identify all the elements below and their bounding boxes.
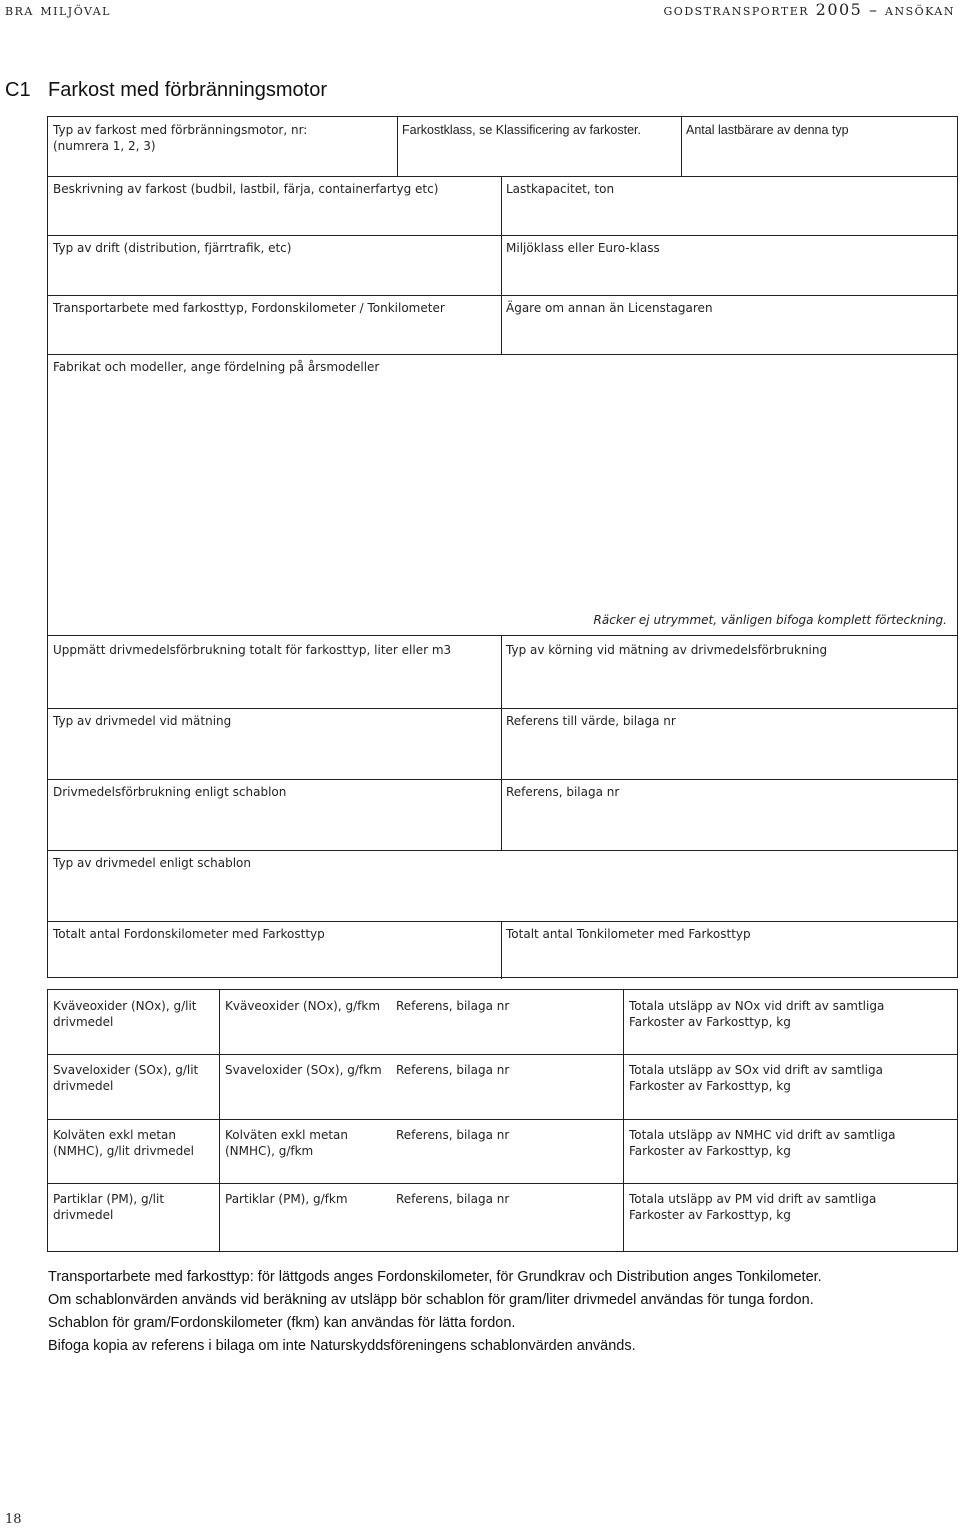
label-line: drivmedel — [53, 1208, 114, 1222]
col-divider — [501, 176, 502, 354]
sox-per-km-label: Svaveloxider (SOx), g/fkm — [225, 1063, 382, 1077]
pm-per-litre-label — [53, 1191, 164, 1223]
label-line: Farkoster av Farkosttyp, kg — [629, 1144, 791, 1158]
label-line: drivmedel — [53, 1015, 114, 1029]
row-divider — [48, 1183, 957, 1184]
sox-reference-label: Referens, bilaga nr — [396, 1063, 510, 1077]
label-line: Farkoster av Farkosttyp, kg — [629, 1079, 791, 1093]
load-capacity-label: Lastkapacitet, ton — [506, 182, 615, 196]
col-divider — [501, 921, 502, 979]
fuel-type-measure-label: Typ av drivmedel vid mätning — [53, 714, 232, 728]
sox-total-label — [629, 1062, 883, 1094]
label-line: Kolväten exkl metan — [53, 1128, 177, 1142]
nox-total-label — [629, 998, 884, 1030]
nmhc-per-litre-label — [53, 1127, 194, 1159]
makes-models-label: Fabrikat och modeller, ange fördelning på årsmodeller — [53, 360, 380, 374]
emissions-table — [47, 989, 958, 1252]
label-line: drivmedel — [53, 1079, 114, 1093]
label-line: (NMHC), g/fkm — [225, 1144, 314, 1158]
label-line: Totala utsläpp av PM vid drift av samtliga — [629, 1192, 877, 1206]
nox-per-litre-label — [53, 998, 197, 1030]
reference-value-label: Referens till värde, bilaga nr — [506, 714, 676, 728]
col-divider — [219, 990, 220, 1251]
footnote-template-heavy: Om schablonvärden används vid beräkning av utsläpp bör schablon för gram/liter drivmedel användas för tunga fordon. — [48, 1292, 814, 1308]
section-code: C1 — [5, 79, 31, 101]
pm-reference-label: Referens, bilaga nr — [396, 1192, 510, 1206]
label-line: (numrera 1, 2, 3) — [53, 139, 156, 153]
label-line: Kväveoxider (NOx), g/lit — [53, 999, 197, 1013]
row-divider — [48, 779, 957, 780]
vehicle-form — [47, 116, 958, 978]
load-carriers-label: Antal lastbärare av denna typ — [686, 123, 849, 137]
label-line: (NMHC), g/lit drivmedel — [53, 1144, 194, 1158]
footnote-transport-work: Transportarbete med farkosttyp: för lättgods anges Fordonskilometer, för Grundkrav och Distribution anges Tonkilometer. — [48, 1269, 822, 1285]
col-divider — [397, 117, 398, 176]
label-line: Kolväten exkl metan — [225, 1128, 349, 1142]
nmhc-reference-label: Referens, bilaga nr — [396, 1128, 510, 1142]
transport-work-label: Transportarbete med farkosttyp, Fordonskilometer / Tonkilometer — [53, 301, 445, 315]
label-line: Typ av farkost med förbränningsmotor, nr: — [53, 123, 308, 137]
label-line: Totala utsläpp av NOx vid drift av samtliga — [629, 999, 885, 1013]
row-divider — [48, 354, 957, 355]
col-divider — [681, 117, 682, 176]
row-divider — [48, 850, 957, 851]
row-divider — [48, 921, 957, 922]
pm-per-km-label: Partiklar (PM), g/fkm — [225, 1192, 348, 1206]
label-line: Totala utsläpp av SOx vid drift av samtliga — [629, 1063, 883, 1077]
measured-fuel-label: Uppmätt drivmedelsförbrukning totalt för farkosttyp, liter eller m3 — [53, 643, 452, 657]
fuel-type-template-label: Typ av drivmedel enligt schablon — [53, 856, 251, 870]
row-divider — [48, 235, 957, 236]
vehicle-type-number-label — [53, 122, 307, 154]
row-divider — [48, 1119, 957, 1120]
footnote-attach-reference: Bifoga kopia av referens i bilaga om inte Naturskyddsföreningens schablonvärden används. — [48, 1338, 636, 1354]
running-header-right: godstransporter 2005 – ansökan — [663, 0, 955, 19]
label-line: Farkoster av Farkosttyp, kg — [629, 1208, 791, 1222]
sox-per-litre-label — [53, 1062, 198, 1094]
running-header-left: bra miljöval — [5, 0, 111, 19]
total-vehicle-km-label: Totalt antal Fordonskilometer med Farkosttyp — [53, 927, 325, 941]
owner-label: Ägare om annan än Licenstagaren — [506, 301, 713, 315]
nox-reference-label: Referens, bilaga nr — [396, 999, 510, 1013]
nmhc-per-km-label — [225, 1127, 348, 1159]
label-line: Farkoster av Farkosttyp, kg — [629, 1015, 791, 1029]
operation-type-label: Typ av drift (distribution, fjärrtrafik, etc) — [53, 241, 292, 255]
vehicle-description-label: Beskrivning av farkost (budbil, lastbil, färja, containerfartyg etc) — [53, 182, 439, 196]
label-line: Totala utsläpp av NMHC vid drift av samtliga — [629, 1128, 896, 1142]
total-tonne-km-label: Totalt antal Tonkilometer med Farkosttyp — [506, 927, 751, 941]
section-title: Farkost med förbränningsmotor — [48, 79, 328, 101]
label-line: Svaveloxider (SOx), g/lit — [53, 1063, 199, 1077]
nmhc-total-label — [629, 1127, 896, 1159]
row-divider — [48, 708, 957, 709]
reference-label: Referens, bilaga nr — [506, 785, 620, 799]
page-number: 18 — [5, 1512, 22, 1527]
col-divider — [623, 990, 624, 1251]
vehicle-class-label: Farkostklass, se Klassificering av farkoster. — [402, 123, 641, 137]
col-divider — [501, 635, 502, 850]
label-line: Partiklar (PM), g/lit — [53, 1192, 165, 1206]
nox-per-km-label: Kväveoxider (NOx), g/fkm — [225, 999, 381, 1013]
environment-class-label: Miljöklass eller Euro-klass — [506, 241, 660, 255]
row-divider — [48, 295, 957, 296]
pm-total-label — [629, 1191, 876, 1223]
footnote-template-light: Schablon för gram/Fordonskilometer (fkm) kan användas för lätta fordon. — [48, 1315, 516, 1331]
space-note: Räcker ej utrymmet, vänligen bifoga komplett förteckning. — [593, 613, 947, 627]
row-divider — [48, 635, 957, 636]
fuel-template-label: Drivmedelsförbrukning enligt schablon — [53, 785, 287, 799]
row-divider — [48, 176, 957, 177]
row-divider — [48, 1054, 957, 1055]
driving-type-label: Typ av körning vid mätning av drivmedelsförbrukning — [506, 643, 828, 657]
